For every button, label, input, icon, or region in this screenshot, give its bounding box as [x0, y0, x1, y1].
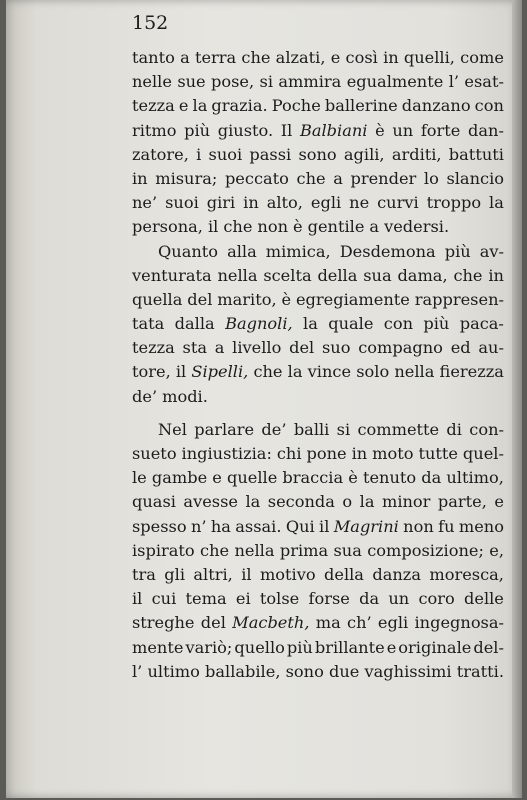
word: ballabile, — [205, 661, 281, 681]
word: suoi — [165, 193, 199, 213]
word: esat- — [464, 72, 504, 92]
word: non — [403, 516, 434, 536]
word: in — [351, 444, 368, 463]
text-line — [132, 360, 504, 384]
word: slancio — [446, 168, 504, 188]
word: suo — [321, 338, 351, 358]
word: in — [243, 193, 259, 213]
text-line — [132, 418, 504, 442]
text-line — [132, 94, 504, 118]
word: danza — [372, 564, 421, 584]
word: due — [328, 661, 360, 681]
word: forte — [420, 120, 461, 140]
text-line — [132, 46, 504, 70]
word: alzati, — [275, 48, 326, 67]
word: a — [333, 168, 343, 188]
word: tata — [132, 314, 165, 334]
page-edge-shadow — [512, 0, 522, 798]
word: commette — [357, 419, 440, 439]
text-line — [132, 636, 504, 660]
word: nelle — [132, 72, 172, 92]
word: streghe — [132, 613, 195, 633]
word: un — [392, 120, 414, 140]
word: Poche — [271, 96, 321, 116]
text-line — [132, 191, 504, 215]
word: brillante — [314, 637, 385, 657]
word: sono — [285, 661, 324, 681]
word: originale — [398, 637, 472, 657]
word: prender — [350, 168, 417, 188]
word: gli — [164, 564, 186, 584]
word: la — [489, 193, 504, 213]
word: della — [324, 564, 364, 584]
word: più — [184, 120, 211, 140]
word: pose, — [211, 72, 255, 92]
word: sono — [298, 144, 337, 164]
text-line — [132, 515, 504, 539]
word: sta — [182, 338, 208, 358]
italic-word: Macbeth, — [232, 613, 310, 633]
word: tanto — [132, 48, 175, 67]
word: la — [303, 314, 318, 334]
word: de’ — [261, 419, 287, 439]
word: tenuto — [362, 468, 417, 488]
word: tore, — [132, 362, 171, 382]
paragraph — [132, 240, 504, 409]
word: ei — [235, 589, 251, 609]
word: è — [293, 217, 303, 237]
word: forse — [308, 589, 350, 609]
word: nella — [234, 540, 275, 560]
word: la — [192, 96, 208, 116]
word: tezza — [132, 96, 175, 116]
word: del — [187, 289, 213, 309]
word: misura; — [155, 168, 218, 188]
word: vince — [307, 362, 352, 382]
word: si — [336, 419, 351, 439]
word: peccato — [224, 168, 289, 188]
word: che — [296, 168, 326, 188]
word: in — [383, 48, 399, 67]
text-line — [132, 660, 504, 684]
text-line — [132, 215, 504, 239]
word: in — [132, 168, 148, 188]
text-line — [132, 587, 504, 611]
word: moresca, — [429, 564, 504, 584]
word: venturata — [132, 265, 212, 285]
text-line — [132, 70, 504, 94]
word: moto — [372, 444, 414, 463]
word: Quanto — [158, 241, 219, 261]
word: si — [259, 72, 274, 92]
word: come — [460, 48, 504, 67]
word: spesso — [132, 516, 187, 536]
word: egualmente — [346, 72, 444, 92]
word: tezza — [132, 338, 175, 358]
word: a — [214, 338, 225, 358]
text-line — [132, 288, 504, 312]
word: quel- — [462, 444, 504, 463]
word: più — [286, 637, 313, 657]
word: sua — [363, 265, 392, 285]
word: egli — [377, 613, 409, 633]
text-line — [132, 490, 504, 514]
word: e, — [489, 540, 504, 560]
word: del — [200, 613, 226, 633]
word: ne’ — [132, 193, 158, 213]
word: altri, — [193, 564, 233, 584]
word: è — [348, 468, 358, 488]
word: fierezza — [439, 362, 504, 382]
word: mente — [132, 637, 184, 657]
word: l’ — [132, 661, 143, 681]
word: compagno — [358, 338, 443, 358]
word: ritmo — [132, 120, 177, 140]
word: il — [132, 589, 143, 609]
word: in — [488, 265, 504, 285]
word: che — [253, 362, 283, 382]
word: che — [241, 48, 271, 67]
word: ultimo — [147, 661, 200, 681]
word: parte, — [437, 492, 487, 512]
word: le — [132, 468, 147, 488]
word: con — [474, 96, 504, 116]
word: quale — [328, 314, 374, 334]
word: da — [359, 589, 380, 609]
word: ch’ — [347, 613, 372, 633]
word: persona, — [132, 217, 203, 237]
word: alla — [227, 241, 257, 261]
word: vedersi. — [384, 217, 450, 237]
word: da — [421, 468, 442, 488]
word: meno — [458, 516, 504, 536]
word: giusto. — [217, 120, 274, 140]
word: che — [223, 217, 253, 237]
word: dan- — [468, 120, 504, 140]
word: nella — [217, 265, 258, 285]
word: sua — [333, 540, 362, 560]
word: il — [241, 564, 252, 584]
word: e — [178, 96, 189, 116]
word: Il — [280, 120, 293, 140]
word: e — [330, 48, 341, 67]
word: prima — [279, 540, 329, 560]
text-line — [132, 167, 504, 191]
word: tolse — [259, 589, 300, 609]
word: sueto — [132, 444, 177, 463]
word: a — [180, 48, 190, 67]
word: ultimo, — [446, 468, 504, 488]
word: curvi — [377, 193, 419, 213]
word: livello — [232, 338, 282, 358]
word: pone — [306, 444, 347, 463]
text-line — [132, 143, 504, 167]
word: Nel — [158, 419, 187, 439]
text-line — [132, 611, 504, 635]
word: è — [375, 120, 385, 140]
word: con — [383, 314, 414, 334]
word: terra — [194, 48, 237, 67]
word: alto, — [266, 193, 303, 213]
word: quello — [234, 637, 285, 657]
word: ingegnosa- — [414, 613, 504, 633]
word: av- — [479, 241, 504, 261]
word: del — [289, 338, 315, 358]
word: lo — [423, 168, 439, 188]
word: così — [345, 48, 378, 67]
word: assai. — [235, 516, 282, 536]
word: marito, — [217, 289, 277, 309]
text-line — [132, 385, 504, 409]
word: minor — [381, 492, 431, 512]
word: egli — [310, 193, 342, 213]
word: passi — [249, 144, 292, 164]
word: coro — [418, 589, 455, 609]
page-number: 152 — [132, 12, 169, 34]
word: modi. — [162, 386, 208, 406]
text-line — [132, 119, 504, 143]
word: ingiustizia: — [181, 444, 272, 463]
word: braccia — [282, 468, 344, 488]
word: ne — [349, 193, 370, 213]
word: o — [342, 492, 353, 512]
word: della — [317, 265, 358, 285]
word: dama, — [397, 265, 448, 285]
word: rappresen- — [414, 289, 504, 309]
word: il — [319, 516, 330, 536]
word: egregiamente — [295, 289, 410, 309]
word: ma — [315, 613, 341, 633]
word: la — [287, 362, 303, 382]
word: quelle — [227, 468, 278, 488]
word: chi — [276, 444, 302, 463]
word: tema — [185, 589, 227, 609]
text-line — [132, 240, 504, 264]
italic-word: Magrini — [333, 516, 399, 536]
word: il — [207, 217, 219, 237]
word: au- — [478, 338, 504, 358]
word: e — [212, 468, 222, 488]
word: quelli, — [403, 48, 455, 67]
word: grazia. — [211, 96, 268, 116]
word: a — [369, 217, 380, 237]
word: e — [386, 637, 397, 657]
word: troppo — [426, 193, 482, 213]
word: più — [444, 241, 471, 261]
italic-word: Bagnoli, — [225, 314, 293, 334]
word: de’ — [132, 386, 158, 406]
word: più — [423, 314, 450, 334]
word: tutte — [418, 444, 458, 463]
paragraph — [132, 418, 504, 684]
word: arditi, — [391, 144, 442, 164]
word: danzano — [401, 96, 471, 116]
word: tratti. — [456, 661, 504, 681]
word: Desdemona — [339, 241, 436, 261]
word: quella — [132, 289, 183, 309]
word: gentile — [307, 217, 365, 237]
word: avesse — [183, 492, 238, 512]
text-line — [132, 539, 504, 563]
word: Qui — [285, 516, 315, 536]
word: sue — [177, 72, 206, 92]
text-line — [132, 563, 504, 587]
word: è — [281, 289, 292, 309]
word: ha — [210, 516, 231, 536]
word: ballerine — [324, 96, 398, 116]
text-line — [132, 312, 504, 336]
word: variò; — [185, 637, 233, 657]
word: seconda — [267, 492, 335, 512]
word: quasi — [132, 492, 176, 512]
text-line — [132, 442, 504, 466]
word: giri — [206, 193, 236, 213]
word: il — [175, 362, 187, 382]
word: n’ — [190, 516, 207, 536]
text-line — [132, 264, 504, 288]
word: del- — [473, 637, 504, 657]
word: mimica, — [265, 241, 331, 261]
italic-word: Balbiani — [299, 120, 368, 140]
word: paca- — [459, 314, 504, 334]
text-line — [132, 336, 504, 360]
word: un — [388, 589, 410, 609]
word: ispirato — [132, 540, 195, 560]
word: la — [245, 492, 261, 512]
italic-word: Sipelli, — [191, 362, 249, 382]
word: balli — [293, 419, 330, 439]
word: l’ — [448, 72, 460, 92]
word: vaghissimi — [364, 661, 452, 681]
word: motivo — [259, 564, 316, 584]
word: zatore, — [132, 144, 189, 164]
paragraph — [132, 46, 504, 240]
word: i — [196, 144, 202, 164]
body-text — [132, 46, 504, 684]
word: agili, — [343, 144, 385, 164]
word: scelta — [263, 265, 312, 285]
word: battuti — [448, 144, 504, 164]
word: nella — [394, 362, 435, 382]
word: tra — [132, 564, 156, 584]
word: di — [446, 419, 462, 439]
word: delle — [464, 589, 504, 609]
word: che — [200, 540, 230, 560]
word: solo — [356, 362, 390, 382]
word: che — [453, 265, 483, 285]
word: e — [494, 492, 504, 512]
word: cui — [151, 589, 177, 609]
word: gambe — [151, 468, 208, 488]
word: composizione; — [367, 540, 484, 560]
word: suoi — [208, 144, 243, 164]
word: dalla — [174, 314, 215, 334]
word: ammira — [278, 72, 342, 92]
word: parlare — [194, 419, 255, 439]
word: ed — [450, 338, 471, 358]
text-line — [132, 466, 504, 490]
word: fu — [438, 516, 455, 536]
word: con- — [469, 419, 504, 439]
word: non — [257, 217, 289, 237]
word: la — [359, 492, 375, 512]
